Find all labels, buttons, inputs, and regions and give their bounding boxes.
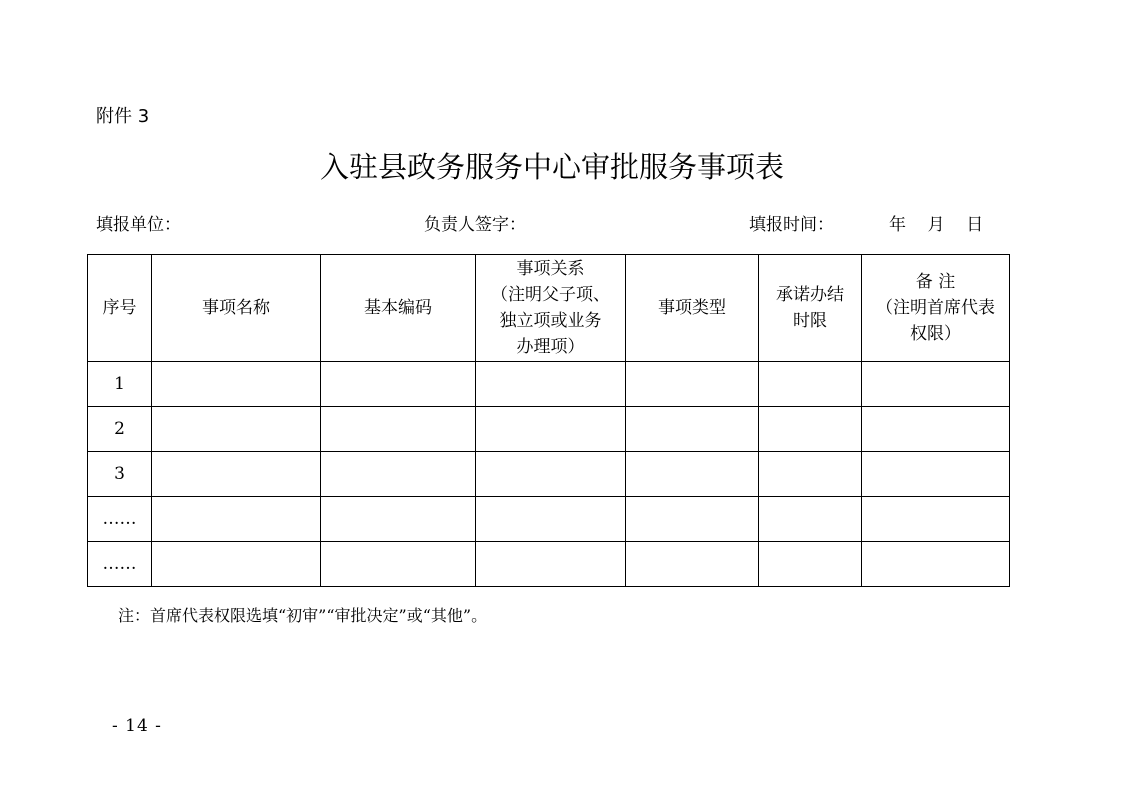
column-header-item-type: 事项类型 (626, 255, 759, 362)
item-relation-cell (476, 407, 626, 452)
item-name-cell (152, 362, 321, 407)
approval-items-table (87, 254, 1010, 587)
time-limit-cell (759, 407, 862, 452)
item-relation-cell (476, 362, 626, 407)
column-header-item-name: 事项名称 (152, 255, 321, 362)
table-row (88, 407, 1010, 452)
responsible-person-signature-label: 负责人签字： (424, 215, 526, 235)
table-header-row (88, 255, 1010, 362)
fill-unit-label: 填报单位： (96, 215, 181, 235)
remarks-cell (862, 452, 1010, 497)
item-name-cell (152, 452, 321, 497)
item-relation-cell (476, 497, 626, 542)
item-relation-cell (476, 452, 626, 497)
remarks-cell (862, 542, 1010, 587)
item-name-cell (152, 407, 321, 452)
time-limit-cell (759, 497, 862, 542)
remarks-cell (862, 362, 1010, 407)
item-name-cell (152, 542, 321, 587)
date-placeholder: 年 月 日 (889, 215, 984, 235)
item-type-cell (626, 452, 759, 497)
basic-code-cell (321, 542, 476, 587)
table-row (88, 362, 1010, 407)
page-title: 入驻县政务服务中心审批服务事项表 (319, 150, 784, 184)
time-limit-cell (759, 452, 862, 497)
column-header-time-limit: 承诺办结 时限 (759, 255, 862, 362)
column-header-item-relation: 事项关系 （注明父子项、 独立项或业务 办理项） (476, 255, 626, 362)
remarks-cell (862, 497, 1010, 542)
time-limit-cell (759, 362, 862, 407)
item-type-cell (626, 542, 759, 587)
attachment-label: 附件 3 (96, 106, 150, 127)
row-index: 3 (88, 452, 152, 497)
column-header-basic-code: 基本编码 (321, 255, 476, 362)
basic-code-cell (321, 407, 476, 452)
row-index: 2 (88, 407, 152, 452)
table-row (88, 452, 1010, 497)
row-index: …… (88, 497, 152, 542)
page-number: - 14 - (112, 716, 162, 736)
row-index: …… (88, 542, 152, 587)
row-index: 1 (88, 362, 152, 407)
item-type-cell (626, 362, 759, 407)
table-row (88, 497, 1010, 542)
remarks-cell (862, 407, 1010, 452)
basic-code-cell (321, 497, 476, 542)
footnote: 注：首席代表权限选填“初审”“审批决定”或“其他”。 (118, 606, 488, 625)
basic-code-cell (321, 362, 476, 407)
time-limit-cell (759, 542, 862, 587)
item-relation-cell (476, 542, 626, 587)
basic-code-cell (321, 452, 476, 497)
item-name-cell (152, 497, 321, 542)
fill-time-label: 填报时间： (749, 215, 834, 235)
column-header-index: 序号 (88, 255, 152, 362)
item-type-cell (626, 407, 759, 452)
column-header-remarks: 备 注 （注明首席代表 权限） (862, 255, 1010, 362)
table-row (88, 542, 1010, 587)
item-type-cell (626, 497, 759, 542)
